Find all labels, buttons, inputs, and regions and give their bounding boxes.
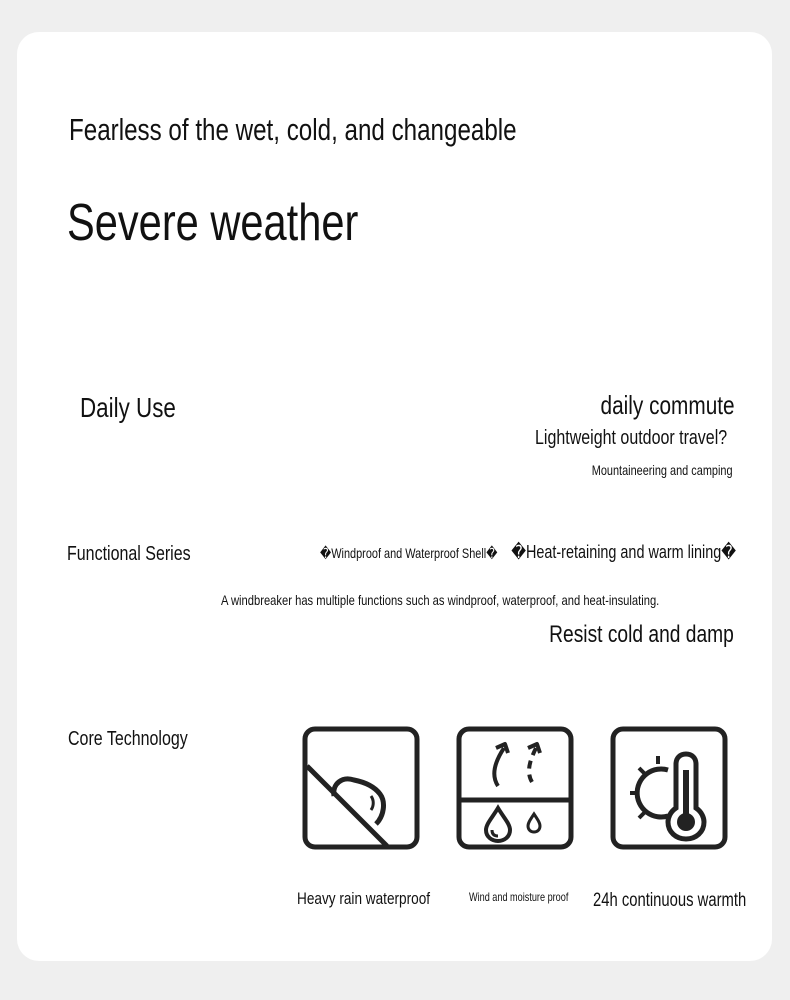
daily-use-label: Daily Use xyxy=(80,392,176,423)
resist-cold-highlight: Resist cold and damp xyxy=(549,621,734,648)
page-title: Severe weather xyxy=(67,194,359,252)
warmth-thermometer-icon xyxy=(610,726,728,850)
shell-feature: �Windproof and Waterproof Shell� xyxy=(319,545,497,561)
core-technology-label: Core Technology xyxy=(68,728,188,750)
functional-series-label: Functional Series xyxy=(67,543,191,565)
functional-description: A windbreaker has multiple functions such as windproof, waterproof, and heat-insulating. xyxy=(221,592,660,608)
scenario-daily-commute: daily commute xyxy=(600,390,735,420)
scenario-outdoor-travel: Lightweight outdoor travel? xyxy=(534,427,727,449)
waterproof-icon xyxy=(302,726,420,850)
wind-moisture-icon xyxy=(456,726,574,850)
feature-label-waterproof: Heavy rain waterproof xyxy=(297,889,431,908)
scenario-mountaineering: Mountaineering and camping xyxy=(592,462,733,478)
lining-feature: �Heat-retaining and warm lining� xyxy=(511,542,736,562)
header-subtitle: Fearless of the wet, cold, and changeable xyxy=(69,112,517,147)
feature-label-warmth: 24h continuous warmth xyxy=(593,890,747,911)
feature-label-wind-moisture: Wind and moisture proof xyxy=(469,890,569,904)
